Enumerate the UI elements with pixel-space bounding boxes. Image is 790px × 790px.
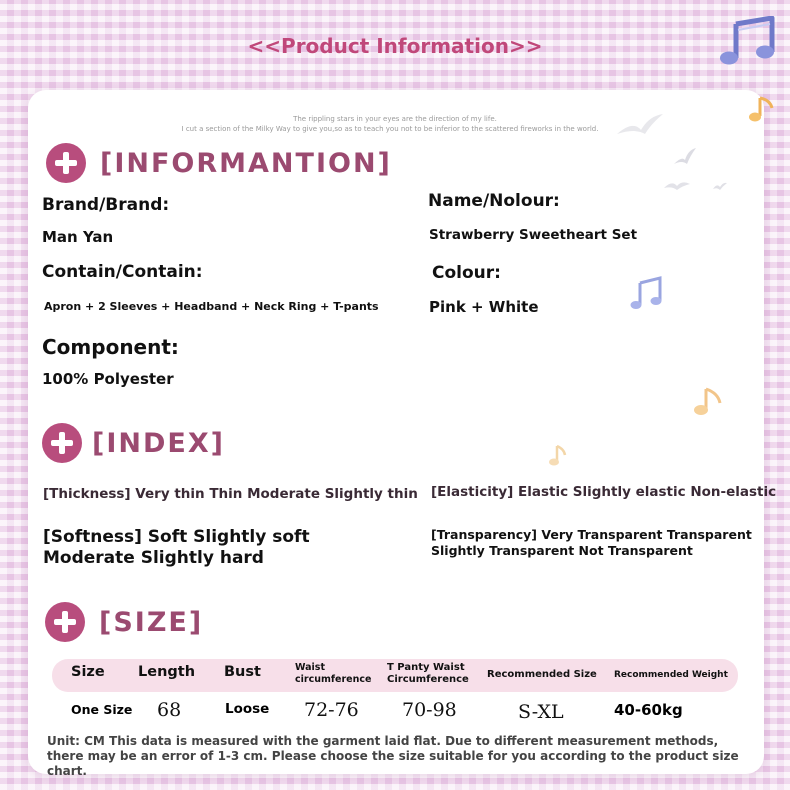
- column-header-tpanty: [387, 662, 469, 686]
- contain-value: Apron + 2 Sleeves + Headband + Neck Ring + T-pants: [44, 300, 379, 313]
- column-header-size: Size: [71, 664, 105, 680]
- plus-icon: [45, 602, 85, 642]
- contain-label: Contain/Contain:: [42, 262, 203, 282]
- bird-icon: [662, 178, 692, 192]
- elasticity-index: [Elasticity] Elastic Slightly elastic Non-elastic: [431, 484, 777, 500]
- softness-index: [Softness] Soft Slightly soft Moderate Slightly hard: [43, 527, 310, 568]
- thickness-index: [Thickness] Very thin Thin Moderate Slightly thin: [43, 486, 418, 502]
- colour-label: Colour:: [432, 263, 501, 283]
- page-title: <<Product Information>>: [247, 34, 543, 58]
- bird-icon: [712, 180, 728, 192]
- section-title: [SIZE]: [99, 606, 204, 638]
- transparency-index: [Transparency] Very Transparent Transparent Slightly Transparent Not Transparent: [431, 527, 752, 558]
- component-value: 100% Polyester: [42, 370, 174, 388]
- component-label: Component:: [42, 335, 179, 359]
- plus-icon: [46, 143, 86, 183]
- table-cell-recommended-size: S-XL: [518, 701, 564, 723]
- table-cell-tpanty: 70-98: [402, 699, 457, 721]
- section-title: [INDEX]: [92, 427, 225, 459]
- column-header-waist-line2: circumference: [295, 674, 372, 685]
- poem-line: I cut a section of the Milky Way to give you,so as to teach you not to be inferior to the scattered fireworks in the world.: [181, 125, 599, 133]
- name-value: Strawberry Sweetheart Set: [429, 227, 638, 243]
- column-header-bust: Bust: [224, 664, 261, 680]
- plus-icon: [42, 423, 82, 463]
- section-header-size: [45, 602, 203, 642]
- column-header-waist: [295, 662, 371, 686]
- colour-value: Pink + White: [429, 298, 539, 316]
- brand-label: Brand/Brand:: [42, 195, 170, 215]
- music-note-icon: [716, 16, 776, 66]
- table-cell-bust: Loose: [225, 701, 270, 717]
- column-header-length: Length: [138, 664, 196, 680]
- brand-value: Man Yan: [42, 228, 114, 246]
- column-header-recommended-size: Recommended Size: [487, 669, 597, 680]
- bird-icon: [672, 146, 698, 168]
- table-cell-waist: 72-76: [304, 699, 359, 721]
- music-note-icon: [630, 275, 664, 311]
- music-note-icon: [548, 444, 568, 468]
- column-header-tpanty-line1: T Panty Waist: [387, 662, 465, 673]
- column-header-recommended-weight: Recommended Weight: [614, 670, 728, 680]
- poem-line: The rippling stars in your eyes are the direction of my life.: [293, 115, 497, 123]
- music-note-icon: [746, 94, 778, 124]
- section-title: [INFORMANTION]: [100, 147, 392, 179]
- table-cell-size: One Size: [71, 702, 133, 717]
- table-cell-recommended-weight: 40-60kg: [614, 701, 683, 719]
- size-footnote: Unit: CM This data is measured with the garment laid flat. Due to different measurement methods, there may be an error of 1-3 cm. Please choose the size suitable for you according to the product size chart.: [47, 734, 739, 778]
- section-header-index: [42, 423, 225, 463]
- section-header-information: [46, 143, 392, 183]
- table-cell-length: 68: [157, 699, 182, 721]
- name-label: Name/Nolour:: [428, 191, 560, 211]
- column-header-tpanty-line2: Circumference: [387, 674, 469, 685]
- music-note-icon: [692, 385, 726, 419]
- column-header-waist-line1: Waist: [295, 662, 326, 673]
